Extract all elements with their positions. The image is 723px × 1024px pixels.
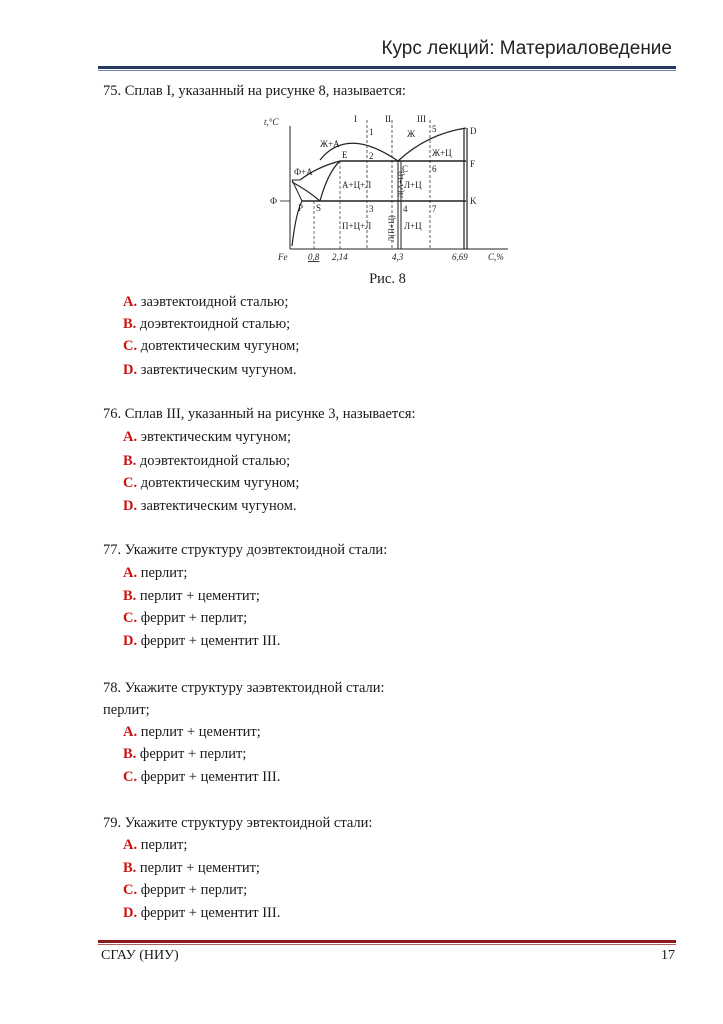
phi-side-label: Ф [270, 196, 278, 206]
header-rule-thin [98, 70, 676, 71]
num-3: 3 [369, 204, 374, 214]
q76-answer-a: A. эвтектическим чугуном; [123, 429, 291, 445]
q77-answer-b: B. перлит + цементит; [123, 588, 260, 604]
zone-phi-a: Ф+А [294, 167, 313, 177]
fe-c-diagram [262, 112, 522, 272]
q78-answer-c: C. феррит + цементит III. [123, 769, 281, 785]
zone-p-c-l: П+Ц+Л [342, 221, 372, 231]
zone-l-p-c: Л(П+Ц) [387, 215, 396, 242]
alloy-III: III [417, 114, 426, 124]
q75-answer-d: D. завтектическим чугуном. [123, 362, 297, 378]
alloy-II: II [385, 114, 391, 124]
zone-liquid: Ж [407, 129, 416, 139]
question-75-title: 75. Сплав I, указанный на рисунке 8, называется: [103, 83, 406, 99]
q77-answer-c: C. феррит + перлит; [123, 610, 248, 626]
axis-y-label: t,°C [264, 117, 279, 127]
footer-rule [98, 940, 676, 943]
tick-43: 4,3 [392, 252, 404, 262]
question-76-title: 76. Сплав III, указанный на рисунке 3, называется: [103, 406, 416, 422]
origin-label: Fe [278, 252, 288, 262]
num-7: 7 [432, 204, 437, 214]
point-K: K [470, 196, 477, 206]
point-P: P [298, 203, 304, 213]
q76-answer-c: C. довтектическим чугуном; [123, 475, 300, 491]
footer-rule-thin [98, 944, 676, 945]
num-4: 4 [403, 204, 408, 214]
q78-answer-a: A. перлит + цементит; [123, 724, 261, 740]
zone-l-c: Л+Ц [404, 180, 422, 190]
num-1: 1 [369, 127, 374, 137]
q79-answer-d: D. феррит + цементит III. [123, 905, 281, 921]
zone-l-c-lower: Л+Ц [404, 221, 422, 231]
zone-a-c-l: А+Ц+Л [342, 180, 372, 190]
figure-caption: Рис. 8 [369, 271, 406, 287]
tick-214: 2,14 [332, 252, 348, 262]
q75-answer-a: A. заэвтектоидной сталью; [123, 294, 289, 310]
zone-zh-c: Ж+Ц [432, 148, 452, 158]
q75-answer-b: B. доэвтектоидной сталью; [123, 316, 291, 332]
q75-answer-c: C. довтектическим чугуном; [123, 338, 300, 354]
question-79-title: 79. Укажите структуру эвтектоидной стали: [103, 815, 373, 831]
tick-669: 6,69 [452, 252, 468, 262]
zone-zh-a: Ж+А [320, 139, 340, 149]
num-2: 2 [369, 151, 374, 161]
q76-answer-b: B. доэвтектоидной сталью; [123, 453, 291, 469]
question-78-title: 78. Укажите структуру заэвтектоидной стали: [103, 680, 385, 696]
q78-answer-b: B. феррит + перлит; [123, 746, 247, 762]
point-C: C [402, 164, 409, 174]
point-E: E [342, 150, 348, 160]
axis-x-label: C,% [488, 252, 504, 262]
question-78-extra: перлит; [103, 702, 150, 718]
page-header-title: Курс лекций: Материаловедение [381, 38, 672, 59]
num-6: 6 [432, 164, 437, 174]
page-number: 17 [661, 948, 675, 963]
num-5: 5 [432, 124, 437, 134]
tick-08: 0,8 [308, 252, 320, 262]
footer-institution: СГАУ (НИУ) [101, 948, 179, 963]
question-77-title: 77. Укажите структуру доэвтектоидной стали: [103, 542, 388, 558]
q79-answer-c: C. феррит + перлит; [123, 882, 248, 898]
q77-answer-a: A. перлит; [123, 565, 188, 581]
q79-answer-b: B. перлит + цементит; [123, 860, 260, 876]
q77-answer-d: D. феррит + цементит III. [123, 633, 281, 649]
point-F: F [470, 159, 476, 169]
q79-answer-a: A. перлит; [123, 837, 188, 853]
point-S: S [316, 203, 322, 213]
zone-l-a-c: Л(А+Ц) [396, 171, 405, 198]
alloy-I: I [354, 114, 357, 124]
point-D: D [470, 126, 477, 136]
header-rule [98, 66, 676, 69]
q76-answer-d: D. завтектическим чугуном. [123, 498, 297, 514]
